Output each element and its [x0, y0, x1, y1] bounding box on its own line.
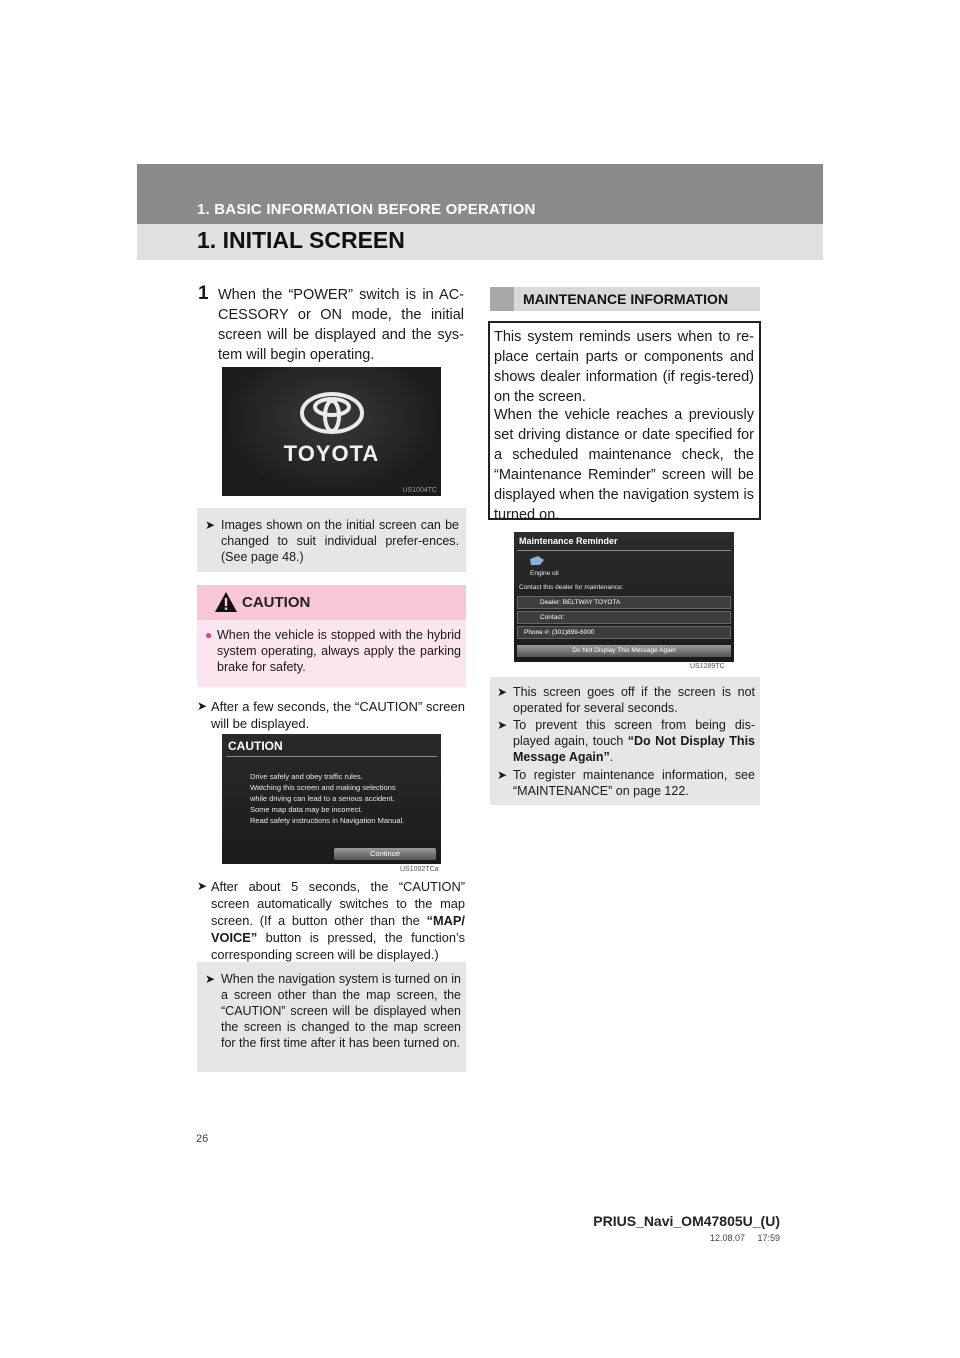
- bullet-register-maintenance: [497, 767, 755, 799]
- toyota-initial-screen-image: [222, 367, 441, 496]
- maintenance-paragraph-2: When the vehicle reaches a previously set driving distance or date specified for a scheduled maintenance check, the “Maintenance Reminder” screen will be displayed when the navigation system is turned on.: [494, 407, 754, 523]
- image-tag: US1004TC: [402, 487, 437, 494]
- bullet-marker-icon: ➤: [497, 768, 508, 782]
- caution-screen-line-0: Drive safely and obey traffic rules.: [250, 772, 363, 781]
- maintenance-reminder-screen-image: [514, 532, 734, 662]
- section-title: 1. BASIC INFORMATION BEFORE OPERATION: [197, 201, 536, 218]
- bullet-text: This screen goes off if the screen is not operated for several seconds.: [513, 685, 755, 715]
- bullet-text: To register maintenance information, see “MAINTENANCE” on page 122.: [513, 768, 755, 798]
- caution-screen-divider: [226, 756, 437, 757]
- do-not-display-label: “Do Not Display This Message Again”: [513, 734, 755, 764]
- warning-icon: [214, 591, 238, 613]
- caution-dot-icon: ●: [205, 628, 213, 642]
- maintenance-screen-title: Maintenance Reminder: [519, 536, 618, 546]
- contact-row[interactable]: Contact:: [517, 611, 731, 624]
- dealer-row[interactable]: Dealer: BELTWAY TOYOTA: [517, 596, 731, 609]
- image-tag: US1289TC: [690, 663, 725, 670]
- bullet-screen-goes-off: [497, 684, 755, 716]
- do-not-display-button[interactable]: Do Not Display This Message Again: [517, 645, 731, 657]
- toyota-logo-icon: [299, 391, 365, 435]
- caution-header: [197, 585, 466, 620]
- bullet-marker-icon: ➤: [197, 879, 208, 893]
- step-number: 1: [198, 283, 209, 304]
- maintenance-screen-contact-label: Contact this dealer for maintenance:: [519, 584, 624, 591]
- maintenance-screen-item: Engine oil: [530, 570, 559, 577]
- print-timestamp: 12.08.07 17:59: [709, 1233, 780, 1243]
- document-id: PRIUS_Navi_OM47805U_(U): [593, 1213, 780, 1229]
- bullet-text: Images shown on the initial screen can be changed to suit individual prefer-ences. (See page 48.): [221, 518, 459, 564]
- phone-row[interactable]: Phone #: (301)899-6000: [517, 626, 731, 639]
- bullet-text-part1: After about 5 seconds, the “CAUTION” screen automatically switches to the map screen. (If a button other than the: [211, 879, 465, 928]
- bullet-text: After a few seconds, the “CAUTION” screen will be displayed.: [211, 699, 465, 731]
- bullet-text-part1: To prevent this screen from being dis-played again, touch: [513, 718, 755, 748]
- maintenance-heading-square: [490, 287, 514, 311]
- bullet-text: When the navigation system is turned on in a screen other than the map screen, the “CAUTION” screen will be displayed when the screen is changed to the map screen for the first time after it has been turned on.: [221, 972, 461, 1050]
- bullet-marker-icon: ➤: [205, 972, 216, 986]
- bullet-prevent-display: [497, 717, 755, 765]
- bullet-text-part2: button is pressed, the function’s corresponding screen will be displayed.): [211, 930, 465, 962]
- bullet-marker-icon: ➤: [197, 699, 208, 713]
- bullet-after-5-seconds: [197, 878, 465, 963]
- caution-screen-line-4: Read safety instructions in Navigation Manual.: [250, 816, 405, 825]
- caution-text: [205, 627, 461, 675]
- oil-can-icon: [528, 554, 546, 566]
- caution-screen-line-3: Some map data may be incorrect.: [250, 805, 363, 814]
- maintenance-paragraph-1: This system reminds users when to re-place certain parts or components and shows dealer information (if regis-tered) on the screen.: [494, 329, 754, 405]
- step-text: When the “POWER” switch is in AC-CESSORY or ON mode, the initial screen will be displayed and the sys-tem will begin operating.: [218, 287, 464, 363]
- page-number: 26: [196, 1133, 209, 1145]
- map-voice-button-label: “MAP/ VOICE”: [211, 913, 465, 945]
- caution-screen-image: [222, 734, 441, 864]
- toyota-wordmark: TOYOTA: [283, 441, 380, 466]
- continue-button[interactable]: Continue: [334, 848, 436, 860]
- bullet-navigation: [205, 971, 461, 1051]
- bullet-images: [205, 517, 459, 565]
- bullet-text-part2: .: [609, 750, 614, 764]
- bullet-after-few-seconds: [197, 698, 465, 732]
- caution-text-body: When the vehicle is stopped with the hybrid system operating, always apply the parking brake for safety.: [217, 628, 461, 674]
- bullet-marker-icon: ➤: [497, 685, 508, 699]
- caution-screen-title: CAUTION: [228, 739, 283, 753]
- caution-screen-line-2: while driving can lead to a serious accident.: [250, 794, 395, 803]
- maintenance-screen-divider: [517, 550, 731, 551]
- caution-title: CAUTION: [242, 594, 311, 611]
- maintenance-heading: MAINTENANCE INFORMATION: [523, 291, 729, 307]
- bullet-marker-icon: ➤: [497, 718, 508, 732]
- caution-screen-line-1: Watching this screen and making selections: [250, 783, 396, 792]
- bullet-marker-icon: ➤: [205, 518, 216, 532]
- page-title: 1. INITIAL SCREEN: [197, 227, 405, 253]
- image-tag: US1002TCa: [400, 866, 439, 873]
